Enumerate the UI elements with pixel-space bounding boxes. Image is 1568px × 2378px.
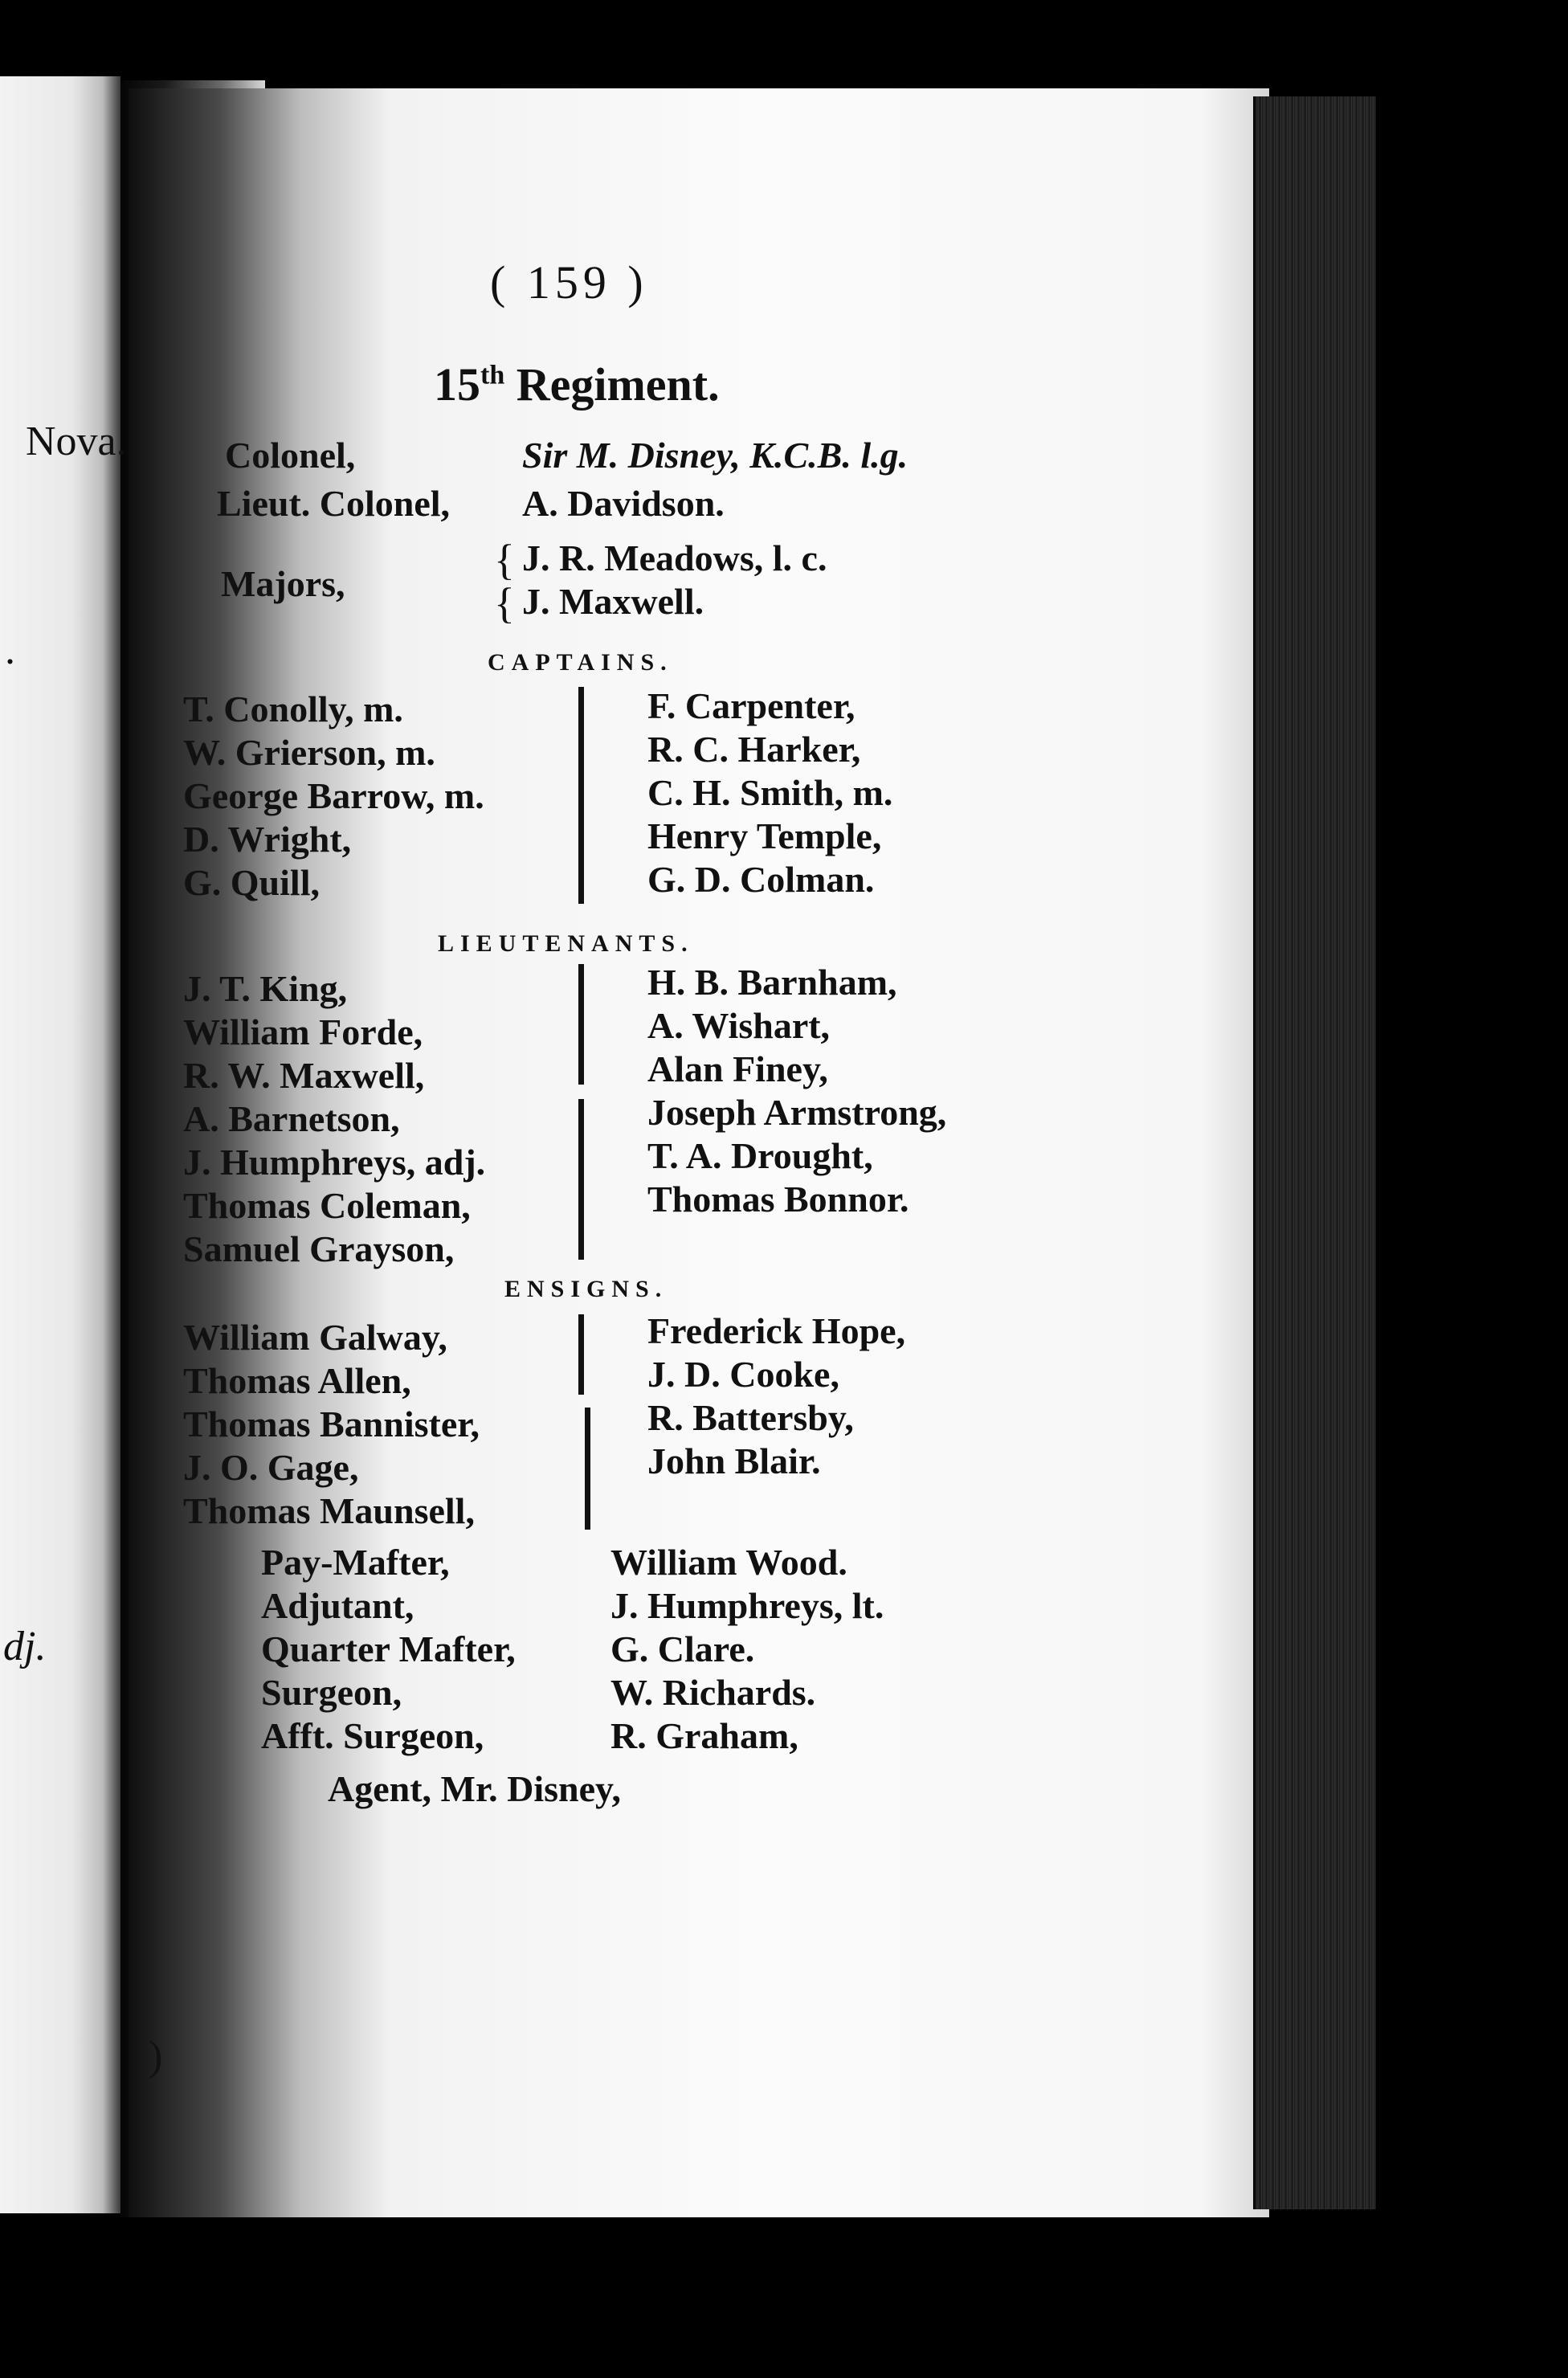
majors-brace-top: { xyxy=(494,536,515,584)
ensign-name: R. Battersby, xyxy=(647,1397,854,1438)
captain-name: G. D. Colman. xyxy=(647,859,875,900)
page-number: ( 159 ) xyxy=(490,256,648,308)
left-page-mark: . xyxy=(5,627,15,673)
lieutenant-name: J. Humphreys, adj. xyxy=(183,1142,486,1183)
ensign-name: Thomas Allen, xyxy=(183,1360,411,1401)
lieutenant-name: William Forde, xyxy=(183,1011,423,1052)
column-divider xyxy=(578,687,584,904)
page-edges xyxy=(1253,96,1376,2209)
lieutenant-name: Alan Finey, xyxy=(647,1048,828,1089)
officer-name: R. Graham, xyxy=(610,1715,798,1756)
ensign-name: J. D. Cooke, xyxy=(647,1354,839,1395)
colonel-label: Colonel, xyxy=(225,435,356,476)
title-number: 15 xyxy=(434,358,480,411)
majors-label: Majors, xyxy=(221,563,345,604)
left-page xyxy=(0,76,120,2213)
majors-brace-bottom: { xyxy=(494,579,515,627)
captain-name: T. Conolly, m. xyxy=(183,688,403,729)
colonel-name: Sir M. Disney, K.C.B. l.g. xyxy=(522,435,909,476)
major-name: J. R. Meadows, l. c. xyxy=(522,537,827,578)
column-divider xyxy=(578,1099,584,1260)
lieutenant-name: R. W. Maxwell, xyxy=(183,1055,425,1096)
lieutenant-name: Thomas Coleman, xyxy=(183,1185,471,1226)
officer-role: Afft. Surgeon, xyxy=(261,1715,484,1756)
ensign-name: Thomas Maunsell, xyxy=(183,1490,475,1531)
officer-name: W. Richards. xyxy=(610,1672,816,1713)
captain-name: George Barrow, m. xyxy=(183,775,484,816)
regiment-title xyxy=(434,358,720,411)
lieutenants-heading: LIEUTENANTS. xyxy=(438,930,694,957)
left-page-word: Nova. xyxy=(26,419,127,464)
officer-role: Quarter Mafter, xyxy=(261,1628,516,1669)
left-page-paren: ) xyxy=(149,2033,163,2079)
lieutenant-name: Joseph Armstrong, xyxy=(647,1092,947,1133)
officer-name: G. Clare. xyxy=(610,1628,755,1669)
lieutenant-name: A. Wishart, xyxy=(647,1005,831,1046)
lieutenant-name: A. Barnetson, xyxy=(183,1098,400,1139)
left-page-adj: dj. xyxy=(3,1624,47,1669)
ensigns-heading: ENSIGNS. xyxy=(504,1276,668,1302)
agent-line: Agent, Mr. Disney, xyxy=(328,1768,622,1809)
lieutenant-name: Thomas Bonnor. xyxy=(647,1179,909,1220)
ensign-name: Frederick Hope, xyxy=(647,1310,906,1351)
captain-name: R. C. Harker, xyxy=(647,729,861,770)
captains-heading: CAPTAINS. xyxy=(488,649,673,676)
column-divider xyxy=(585,1408,590,1530)
lieutenant-name: J. T. King, xyxy=(183,968,348,1009)
ensign-name: Thomas Bannister, xyxy=(183,1404,480,1444)
major-name: J. Maxwell. xyxy=(522,581,704,622)
officer-name: William Wood. xyxy=(610,1542,847,1583)
officer-role: Pay-Mafter, xyxy=(261,1542,450,1583)
captain-name: Henry Temple, xyxy=(647,815,882,856)
lieutenant-name: T. A. Drought, xyxy=(647,1135,873,1176)
title-suffix: th xyxy=(480,360,505,390)
lieut-colonel-label: Lieut. Colonel, xyxy=(217,483,451,524)
captain-name: D. Wright, xyxy=(183,819,352,860)
officer-role: Surgeon, xyxy=(261,1672,402,1713)
lieutenant-name: H. B. Barnham, xyxy=(647,962,897,1003)
ensign-name: William Galway, xyxy=(183,1317,447,1358)
officer-role: Adjutant, xyxy=(261,1585,414,1626)
ensign-name: J. O. Gage, xyxy=(183,1447,359,1488)
captain-name: F. Carpenter, xyxy=(647,685,855,726)
column-divider xyxy=(578,1314,584,1395)
lieutenant-name: Samuel Grayson, xyxy=(183,1228,455,1269)
captain-name: W. Grierson, m. xyxy=(183,732,435,773)
officer-name: J. Humphreys, lt. xyxy=(610,1585,884,1626)
ensign-name: John Blair. xyxy=(647,1440,821,1481)
captain-name: G. Quill, xyxy=(183,862,320,903)
captain-name: C. H. Smith, m. xyxy=(647,772,893,813)
lieut-colonel-name: A. Davidson. xyxy=(522,483,725,524)
title-word: Regiment. xyxy=(516,358,720,411)
column-divider xyxy=(578,964,584,1085)
